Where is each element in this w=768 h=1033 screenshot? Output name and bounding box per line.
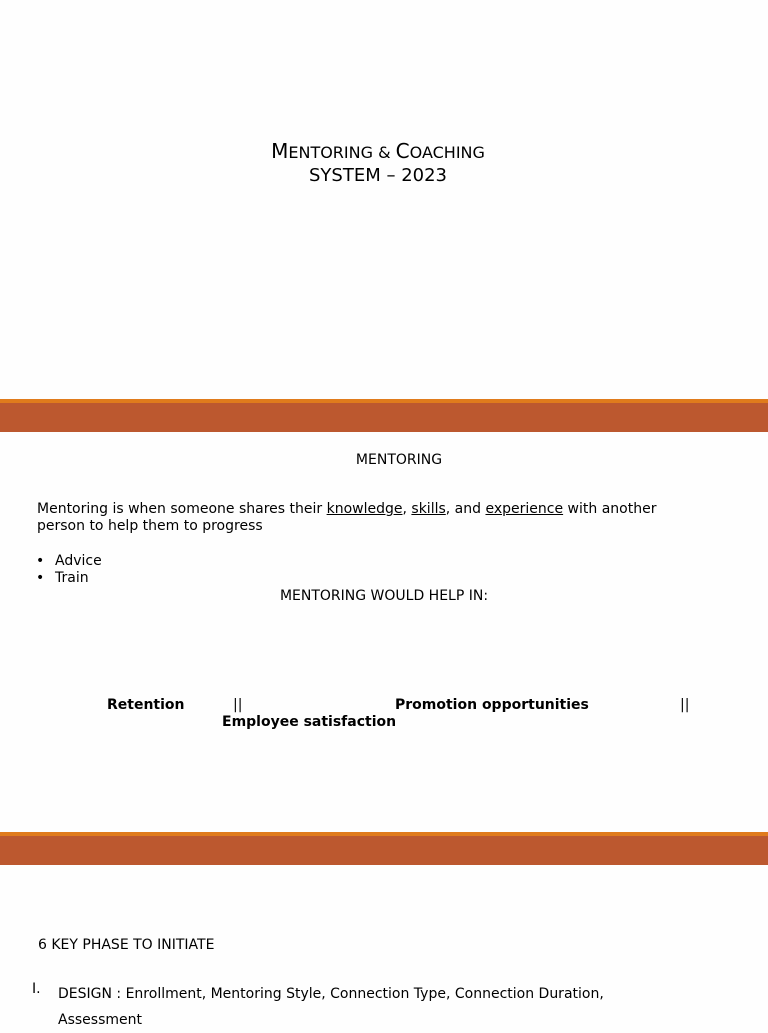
benefit-promotion: Promotion opportunities — [395, 697, 589, 713]
mentoring-definition: Mentoring is when someone shares their knowledge, skills, and experience with another person to help them to progress — [37, 501, 657, 534]
phases-heading: 6 KEY PHASE TO INITIATE — [38, 937, 215, 953]
keyword-knowledge: knowledge — [326, 501, 403, 517]
mentoring-heading: MENTORING — [355, 452, 443, 468]
phase-item: DESIGN : Enrollment, Mentoring Style, Connection Type, Connection Duration, Assessment — [58, 986, 604, 1028]
benefit-retention: Retention — [107, 697, 185, 713]
benefit-separator: || — [233, 697, 243, 713]
benefit-separator: || — [680, 697, 690, 713]
divider-band — [0, 399, 768, 432]
keyword-skills: skills — [411, 501, 446, 517]
keyword-experience: experience — [485, 501, 564, 517]
title-line-2: SYSTEM – 2023 — [309, 165, 447, 186]
help-heading: MENTORING WOULD HELP IN: — [279, 588, 489, 604]
benefit-satisfaction: Employee satisfaction — [222, 714, 397, 730]
list-item: • Train — [36, 570, 89, 586]
divider-band — [0, 832, 768, 865]
bullet-list — [36, 553, 102, 587]
list-item: • Advice — [36, 553, 102, 569]
title-line-1: MENTORING & COACHING — [271, 139, 485, 163]
phase-numeral: I. — [32, 981, 41, 997]
